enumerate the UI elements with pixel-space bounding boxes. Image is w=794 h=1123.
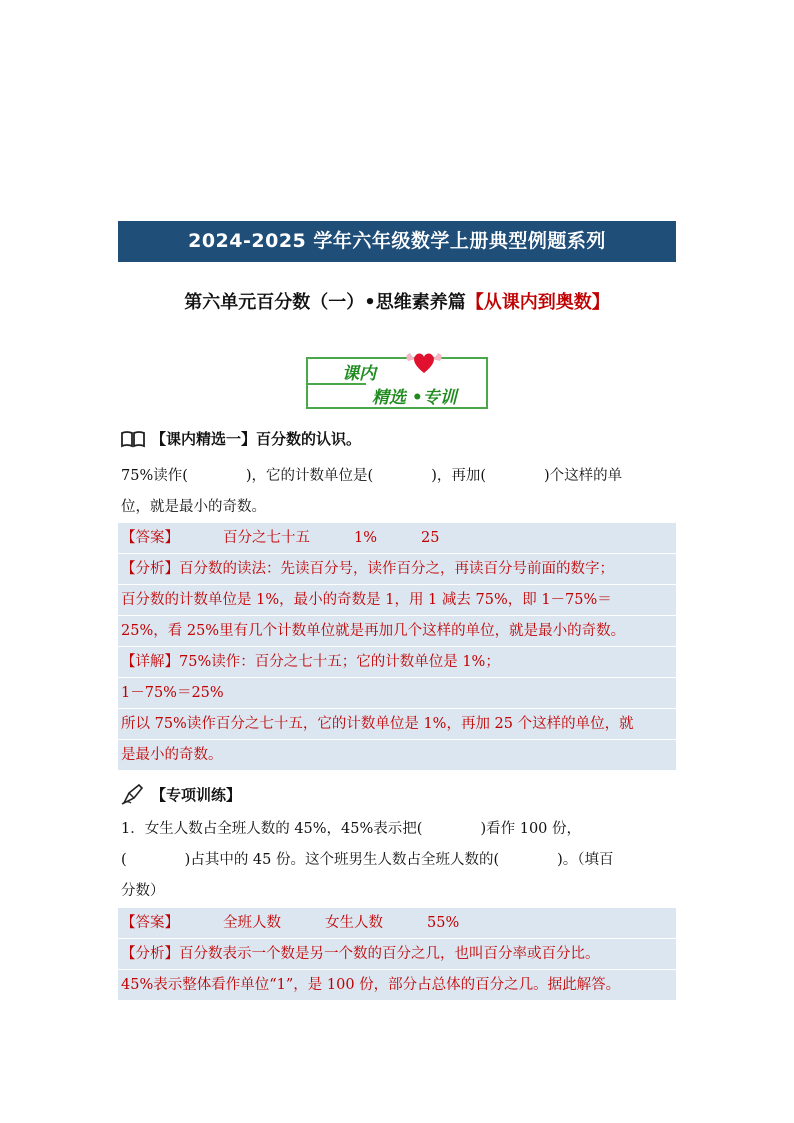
answer-value: 全班人数 [223,915,281,931]
analysis-text: 百分数表示一个数是另一个数的百分之几，也叫百分率或百分比。 [179,946,600,962]
section1-solution-box [118,523,676,771]
series-title-banner: 2024-2025 学年六年级数学上册典型例题系列 [118,221,676,262]
detail-text: 75%读作：百分之七十五；它的计数单位是 1%； [179,654,500,670]
analysis-row [118,970,676,1001]
analysis-row [118,585,676,616]
answer-tag: 【答案】 [121,530,179,546]
detail-row [118,740,676,771]
detail-row [118,678,676,709]
answer-value: 女生人数 [325,915,383,931]
answer-value: 百分之七十五 [223,530,310,546]
answer-tag: 【答案】 [121,915,179,931]
section2-heading [121,783,241,805]
question-line: 分数） [121,883,165,899]
answer-value: 55% [427,915,460,931]
detail-row [118,647,676,678]
unit-subtitle [0,288,794,314]
pen-writing-icon [121,783,145,805]
section1-question [121,461,673,523]
analysis-text: 45%表示整体看作单位“1”，是 100 份，部分占总体的百分之几。据此解答。 [121,977,621,993]
answer-row [118,523,676,554]
question-line: 位，就是最小的奇数。 [121,499,266,515]
detail-text: 1－75%＝25% [121,685,224,701]
logo-line-2: 精选 •专训 [372,388,457,408]
open-book-icon [121,430,145,448]
question-line: 75%读作( )，它的计数单位是( )，再加( )个这样的单 [121,468,623,484]
section-logo [306,357,488,409]
analysis-row [118,939,676,970]
subtitle-red-tag: 【从课内到奥数】 [465,292,610,313]
section1-heading [121,428,361,449]
analysis-text: 百分数的计数单位是 1%，最小的奇数是 1，用 1 减去 75%，即 1－75%＝ [121,592,612,608]
analysis-tag: 【分析】 [121,561,179,577]
detail-text: 所以 75%读作百分之七十五，它的计数单位是 1%，再加 25 个这样的单位，就 [121,716,634,732]
detail-tag: 【详解】 [121,654,179,670]
detail-row [118,709,676,740]
answer-value: 25 [421,530,440,546]
answer-value: 1% [354,530,378,546]
subtitle-main: 第六单元百分数（一）•思维素养篇 [184,292,466,313]
analysis-text: 百分数的读法：先读百分号，读作百分之，再读百分号前面的数字； [179,561,614,577]
answer-row [118,908,676,939]
detail-text: 是最小的奇数。 [121,747,223,763]
question-line: ( )占其中的 45 份。这个班男生人数占全班人数的( )。（填百 [121,852,614,868]
section1-heading-text: 【课内精选一】百分数的认识。 [151,430,362,448]
logo-line-1: 课内 [342,364,376,384]
section2-heading-text: 【专项训练】 [151,785,242,804]
section2-solution-box [118,908,676,1001]
analysis-tag: 【分析】 [121,946,179,962]
analysis-text: 25%，看 25%里有几个计数单位就是再加几个这样的单位，就是最小的奇数。 [121,623,626,639]
section2-question-1 [121,814,673,907]
heart-icon [404,347,444,377]
question-line: 1．女生人数占全班人数的 45%，45%表示把( )看作 100 份， [121,821,581,837]
analysis-row [118,616,676,647]
analysis-row [118,554,676,585]
